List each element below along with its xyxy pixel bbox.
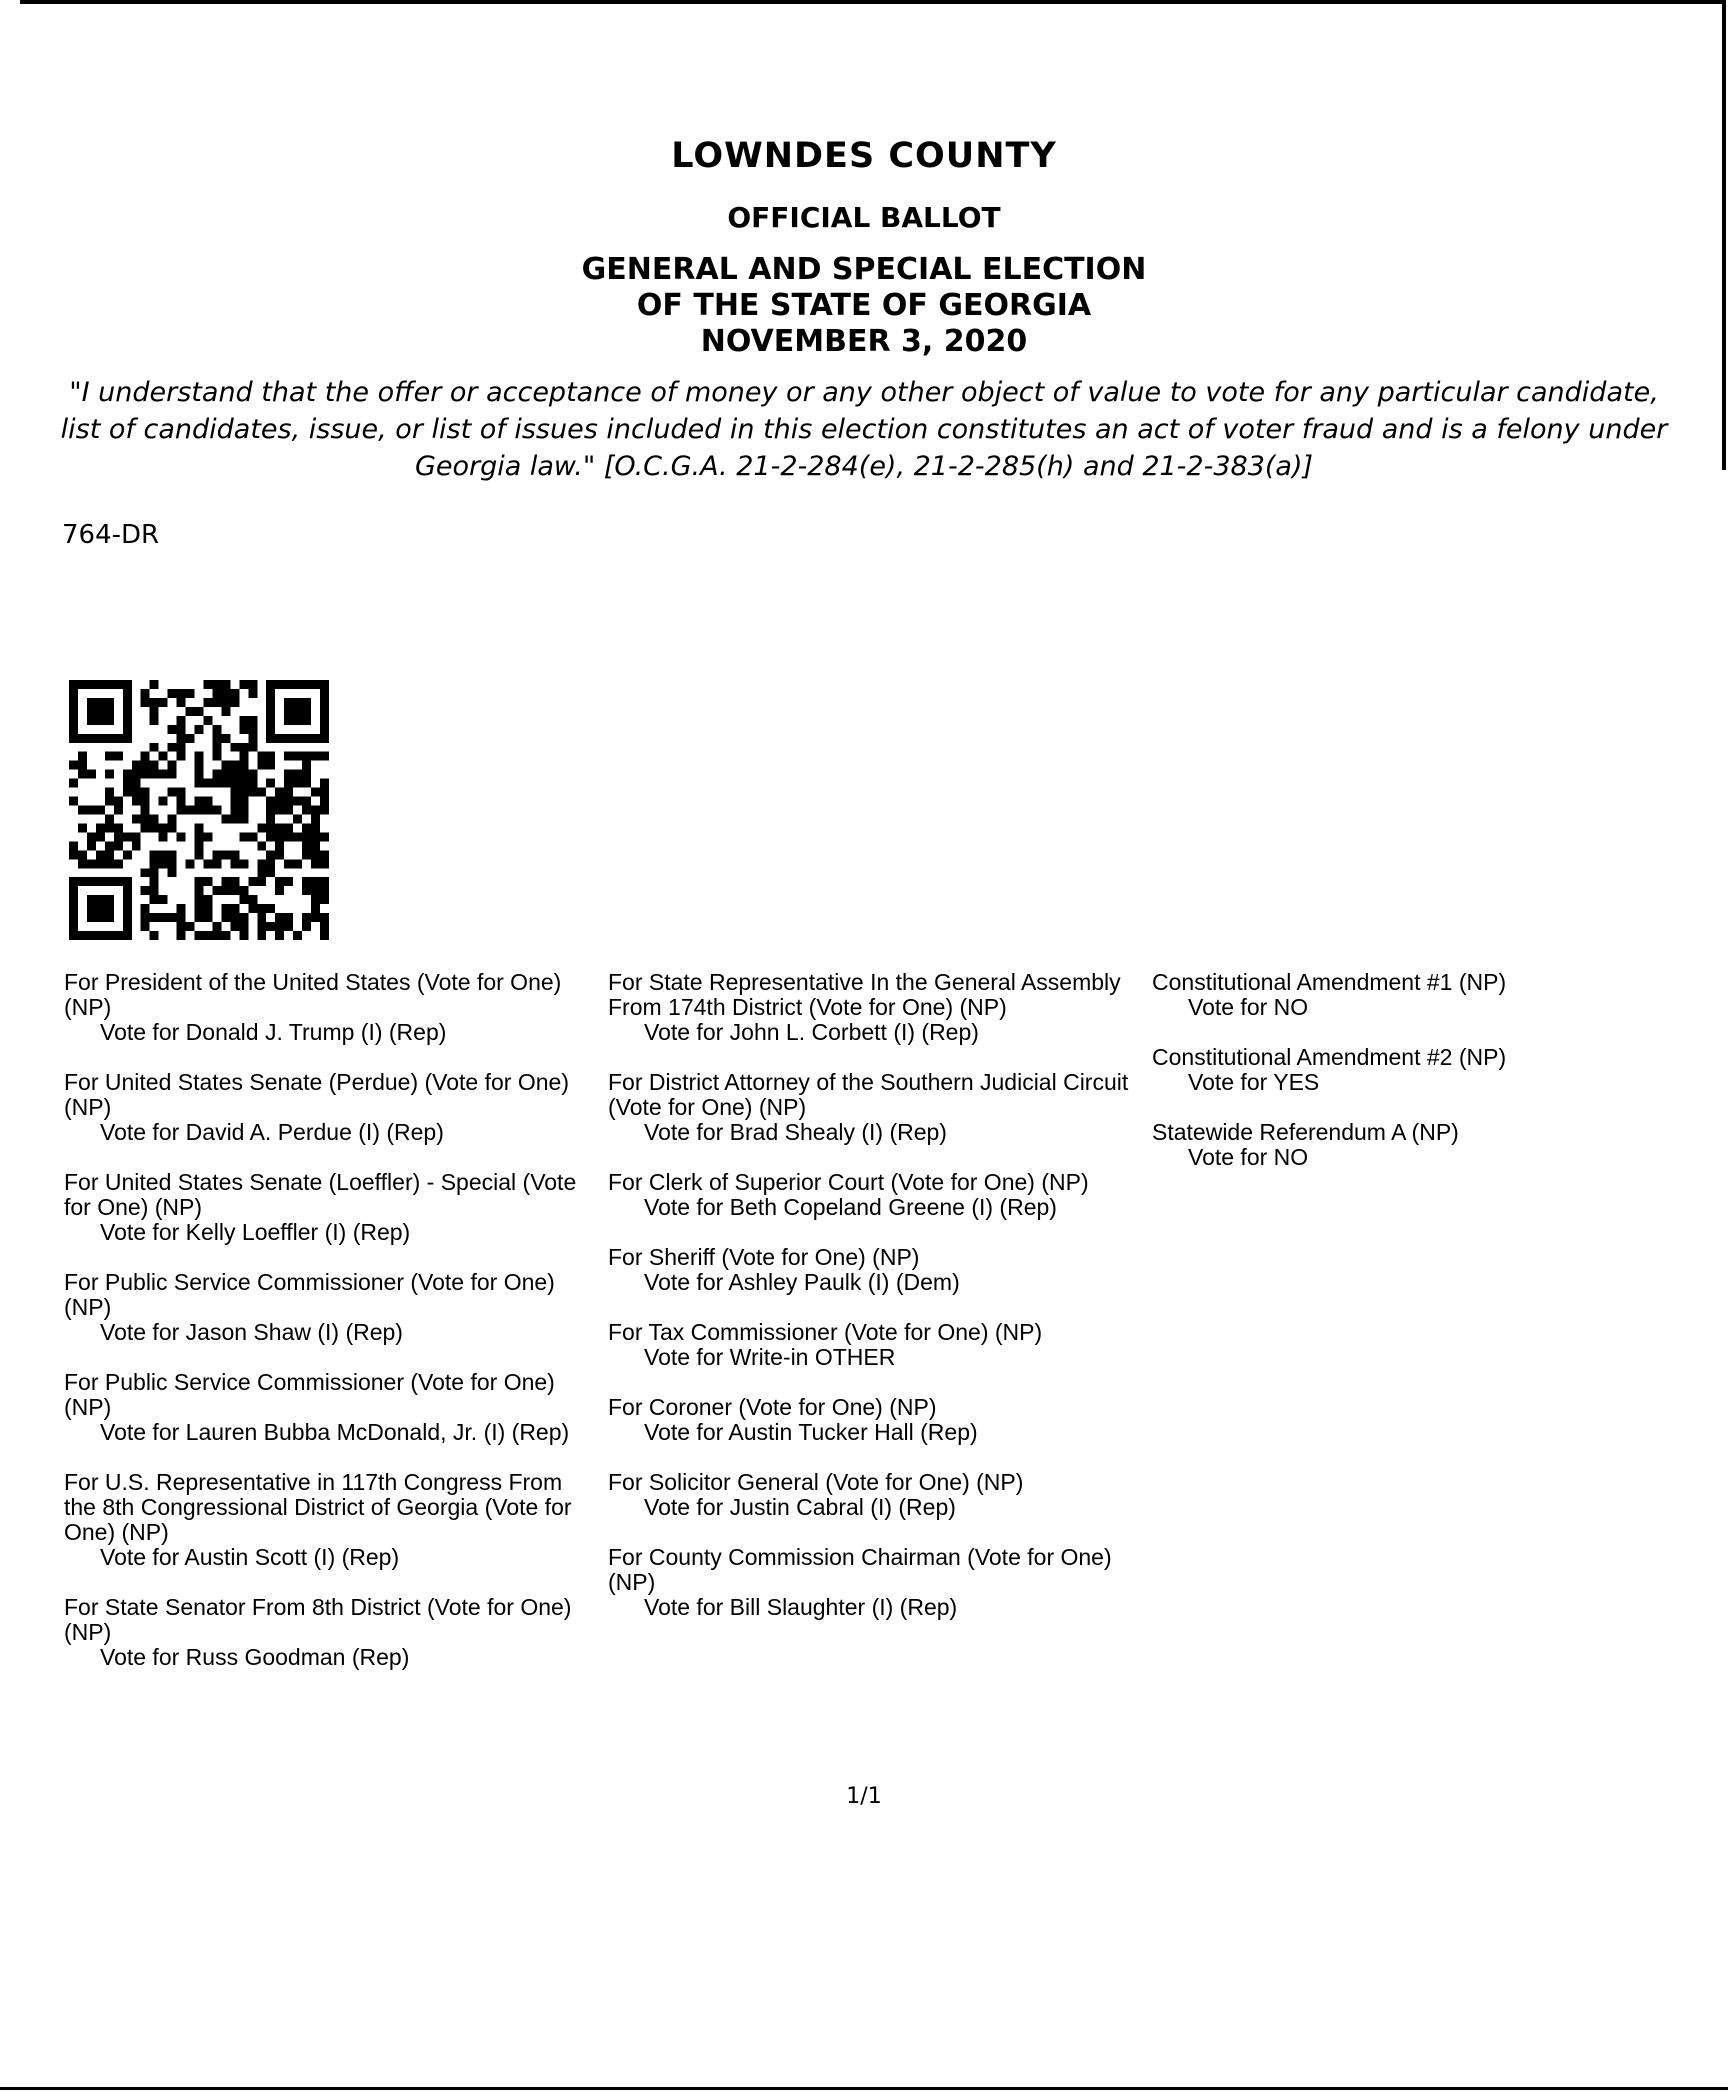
page-border-top xyxy=(20,0,1726,4)
contest-title: For President of the United States (Vote for One) (NP) xyxy=(64,969,562,1020)
election-title xyxy=(0,252,1728,360)
contest-title: For United States Senate (Loeffler) - Special (Vote for One) (NP) xyxy=(64,1169,577,1220)
race-entry xyxy=(608,1320,1148,1370)
contest-title: For County Commission Chairman (Vote for One) (NP) xyxy=(608,1544,1112,1595)
contest-title: Constitutional Amendment #2 (NP) xyxy=(1152,1044,1507,1070)
race-entry xyxy=(608,1470,1148,1520)
selected-choice: Vote for Ashley Paulk (I) (Dem) xyxy=(644,1269,960,1295)
race-entry xyxy=(64,1170,594,1245)
race-entry xyxy=(608,1170,1148,1220)
race-entry xyxy=(1152,970,1712,1020)
race-entry xyxy=(64,970,594,1045)
election-title-line2: OF THE STATE OF GEORGIA xyxy=(636,288,1092,323)
contest-title: For United States Senate (Perdue) (Vote for One) (NP) xyxy=(64,1069,569,1120)
contest-title: For State Senator From 8th District (Vote for One) (NP) xyxy=(64,1594,572,1645)
selected-choice: Vote for NO xyxy=(1188,994,1309,1020)
voter-fraud-notice: "I understand that the offer or acceptance of money or any other object of value to vote for any particular candidate, list of candidates, issue, or list of issues included in this election constitutes an act of voter fraud and is a felony under Georgia law." [O.C.G.A. 21-2-284(e), 21-2-285(h) and 21-2-383(a)] xyxy=(60,377,1668,482)
selected-choice: Vote for Justin Cabral (I) (Rep) xyxy=(644,1494,956,1520)
selected-choice: Vote for Beth Copeland Greene (I) (Rep) xyxy=(644,1194,1057,1220)
race-entry xyxy=(608,1545,1148,1620)
race-entry xyxy=(1152,1120,1712,1170)
ballot-style-id: 764-DR xyxy=(62,520,160,550)
contest-title: For Public Service Commissioner (Vote for One) (NP) xyxy=(64,1369,555,1420)
ballot-column-3 xyxy=(1152,970,1712,1195)
selected-choice: Vote for Lauren Bubba McDonald, Jr. (I) (Rep) xyxy=(100,1419,570,1445)
contest-title: For Sheriff (Vote for One) (NP) xyxy=(608,1244,920,1270)
contest-title: For Coroner (Vote for One) (NP) xyxy=(608,1394,937,1420)
contest-title: For Tax Commissioner (Vote for One) (NP) xyxy=(608,1319,1043,1345)
page-number: 1/1 xyxy=(846,1784,882,1809)
ballot-header xyxy=(0,132,1728,360)
selected-choice: Vote for Austin Tucker Hall (Rep) xyxy=(644,1419,978,1445)
contest-title: For District Attorney of the Southern Judicial Circuit (Vote for One) (NP) xyxy=(608,1069,1129,1120)
contest-title: For Solicitor General (Vote for One) (NP) xyxy=(608,1469,1024,1495)
contest-title: For U.S. Representative in 117th Congress From the 8th Congressional District of Georgia (Vote for One) (NP) xyxy=(64,1469,572,1545)
race-entry xyxy=(1152,1045,1712,1095)
selected-choice: Vote for David A. Perdue (I) (Rep) xyxy=(100,1119,444,1145)
selected-choice: Vote for Brad Shealy (I) (Rep) xyxy=(644,1119,947,1145)
selected-choice: Vote for NO xyxy=(1188,1144,1309,1170)
selected-choice: Vote for John L. Corbett (I) (Rep) xyxy=(644,1019,979,1045)
contest-title: Statewide Referendum A (NP) xyxy=(1152,1119,1459,1145)
official-ballot-title: OFFICIAL BALLOT xyxy=(727,201,1001,234)
contest-title: For Public Service Commissioner (Vote for One) (NP) xyxy=(64,1269,555,1320)
race-entry xyxy=(608,1245,1148,1295)
selected-choice: Vote for Austin Scott (I) (Rep) xyxy=(100,1544,400,1570)
race-entry xyxy=(608,1070,1148,1145)
selected-choice: Vote for Kelly Loeffler (I) (Rep) xyxy=(100,1219,411,1245)
selected-choice: Vote for Russ Goodman (Rep) xyxy=(100,1644,410,1670)
selected-choice: Vote for Write-in OTHER xyxy=(644,1344,896,1370)
election-title-line1: GENERAL AND SPECIAL ELECTION xyxy=(581,252,1147,287)
race-entry xyxy=(64,1595,594,1670)
race-entry xyxy=(608,1395,1148,1445)
race-entry xyxy=(64,1070,594,1145)
contest-title: For State Representative In the General Assembly From 174th District (Vote for One) (NP) xyxy=(608,969,1121,1020)
selected-choice: Vote for Jason Shaw (I) (Rep) xyxy=(100,1319,403,1345)
ballot-qr-code xyxy=(62,680,336,940)
ballot-column-2 xyxy=(608,970,1148,1645)
contest-title: For Clerk of Superior Court (Vote for One) (NP) xyxy=(608,1169,1089,1195)
selected-choice: Vote for Donald J. Trump (I) (Rep) xyxy=(100,1019,447,1045)
contest-title: Constitutional Amendment #1 (NP) xyxy=(1152,969,1507,995)
ballot-column-1 xyxy=(64,970,594,1695)
race-entry xyxy=(608,970,1148,1045)
page-border-bottom xyxy=(0,2087,1728,2090)
election-date: NOVEMBER 3, 2020 xyxy=(700,324,1028,359)
race-entry xyxy=(64,1370,594,1445)
county-title: LOWNDES COUNTY xyxy=(671,136,1057,176)
race-entry xyxy=(64,1470,594,1570)
selected-choice: Vote for YES xyxy=(1188,1069,1320,1095)
race-entry xyxy=(64,1270,594,1345)
selected-choice: Vote for Bill Slaughter (I) (Rep) xyxy=(644,1594,958,1620)
